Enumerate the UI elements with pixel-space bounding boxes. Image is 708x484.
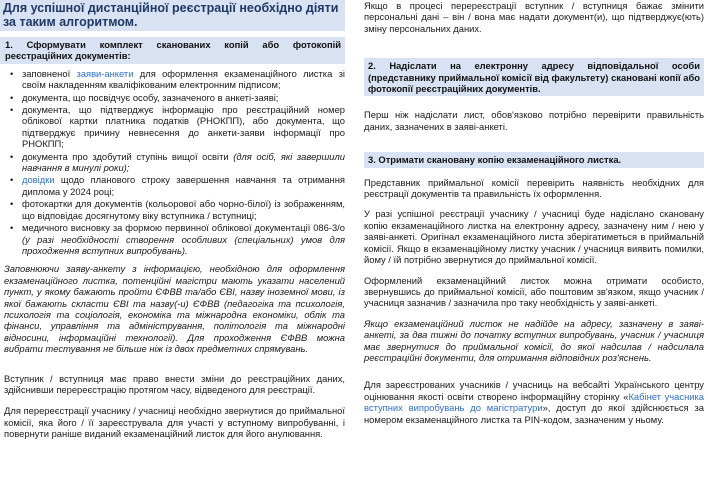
- list-item: • фотокартки для документів (кольорової або чорно-білої) із зображенням, що відповідає досягнутому віку вступника / вступниці;: [4, 198, 345, 221]
- right-column: [360, 0, 708, 425]
- cabinet-paragraph: Для зареєстрованих учасників / учасниць на вебсайті Українського центру оцінювання якості освіти створено інформаційну сторінку «Кабінет учасника вступних випробувань до магістратури», доступ до якої здійснюється за номером екзаменаційного листка та PIN-кодом, зазначеним у ньому.: [364, 379, 704, 425]
- success-paragraph: У разі успішної реєстрації учаснику / учасниці буде надіслано скановану копію екзаменаційного листка на електронну адресу, зазначену ним / нею у заяві-анкеті. Оригінал екзаменаційного листа зберігатиметься в приймальній комісії. Якщо в екзаменаційному листку учасник / учасниця виявить помилки, йому / їй потрібно звернутися до приймальної комісії.: [364, 208, 704, 266]
- issued-paragraph: Оформлений екзаменаційний листок можна отримати особисто, звернувшись до приймальної комісії, або поштовим зв'язком, якщо учасник / учасниця зазначив / зазначила про таку необхідність у заяві-анкеті.: [364, 274, 704, 309]
- not-arrived-paragraph: Якщо екзаменаційний листок не надійде на адресу, зазначену в заяві-анкеті, за два тижні до початку вступних випробувань, учасник / учасниця має звернутися до приймальної комісії, до якої надсилав / надсилала реєстраційні документи, для отримання відповідних роз'яснень.: [364, 317, 704, 363]
- certificate-link[interactable]: довідки: [22, 174, 55, 186]
- representative-paragraph: Представник приймальної комісії перевірить наявність необхідних для реєстрації документів та правильність їх оформлення.: [364, 176, 704, 200]
- application-form-link[interactable]: заяви-анкети: [76, 67, 134, 79]
- step3-heading: 3. Отримати скановану копію екзаменаційного листка.: [364, 152, 704, 167]
- list-item: • заповненої заяви-анкети для оформлення екзаменаційного листка зі своїм накладенням кваліфікованим електронним підписом;: [4, 68, 345, 91]
- step2-heading: 2. Надіслати на електронну адресу відповідальної особи (представнику приймальної комісії від факультету) скановані копії або фотокопії реєстраційних документів.: [364, 58, 704, 96]
- check-data-paragraph: Перш ніж надіслати лист, обов'язково потрібно перевірити правильність даних, зазначених в заяві-анкеті.: [364, 109, 704, 132]
- list-item: • документа, що підтверджує інформацію про реєстраційний номер облікової картки платника податків (РНОКПП), або документа, що підтверджує причину невнесення до анкети-заяви інформації про РНОКПП;: [4, 104, 345, 150]
- list-item: • документа про здобутий ступінь вищої освіти (для осіб, які завершили навчання в минулі роки);: [4, 151, 345, 174]
- list-item: • медичного висновку за формою первинної облікової документації 086-3/о (у разі необхідності створення особливих (спеціальних) умов для проходження вступних випробувань).: [4, 222, 345, 256]
- cabinet-link[interactable]: Кабінет учасника вступних випробувань до магістратури: [364, 390, 704, 414]
- list-item: • документа, що посвідчує особу, зазначеного в анкеті-заяві;: [4, 92, 345, 103]
- left-column: [0, 0, 345, 440]
- documents-list: [0, 68, 345, 257]
- list-item: • довідки щодо планового строку завершення навчання та отримання диплома у 2024 році;: [4, 174, 345, 197]
- personal-data-paragraph: Якщо в процесі перереєстрації вступник / вступниця бажає змінити персональні дані – він / вона має надати документ(и), що підтверджує(ють) зміну персональних даних.: [364, 0, 704, 34]
- step1-heading: 1. Сформувати комплект сканованих копій або фотокопій реєстраційних документів:: [0, 37, 345, 64]
- application-note: Заповнюючи заяву-анкету з інформацією, необхідною для оформлення екзаменаційного листка, потенційні магістри мають указати населений пункт, у якому бажають пройти ЄФВВ та/або ЄВІ, назву іноземної мови, із якої бажають скласти ЄВІ та назву(-и) ЄФВВ (педагогіка та психологія, психологія та соціологія, економіка та міжнародна економіки, облік та фінанси, управління та адміністрування, політологія та міжнародні відносини, інформаційні технології). Для проходження ЄФВВ можна вибрати тестування не більше ніж із двох предметних спрямувань.: [4, 263, 345, 355]
- page-title: Для успішної дистанційної реєстрації необхідно діяти за таким алгоритмом.: [0, 0, 345, 31]
- reregistration-paragraph: Для перереєстрації учаснику / учасниці необхідно звернутися до приймальної комісії, яка його / її зареєструвала для участі у вступному випробуванні, і повернути раніше виданий екзаменаційний листок для його анулювання.: [4, 405, 345, 440]
- change-data-paragraph: Вступник / вступниця має право внести зміни до реєстраційних даних, здійснивши перереєстрацію протягом часу, відведеного для реєстрації.: [4, 372, 345, 395]
